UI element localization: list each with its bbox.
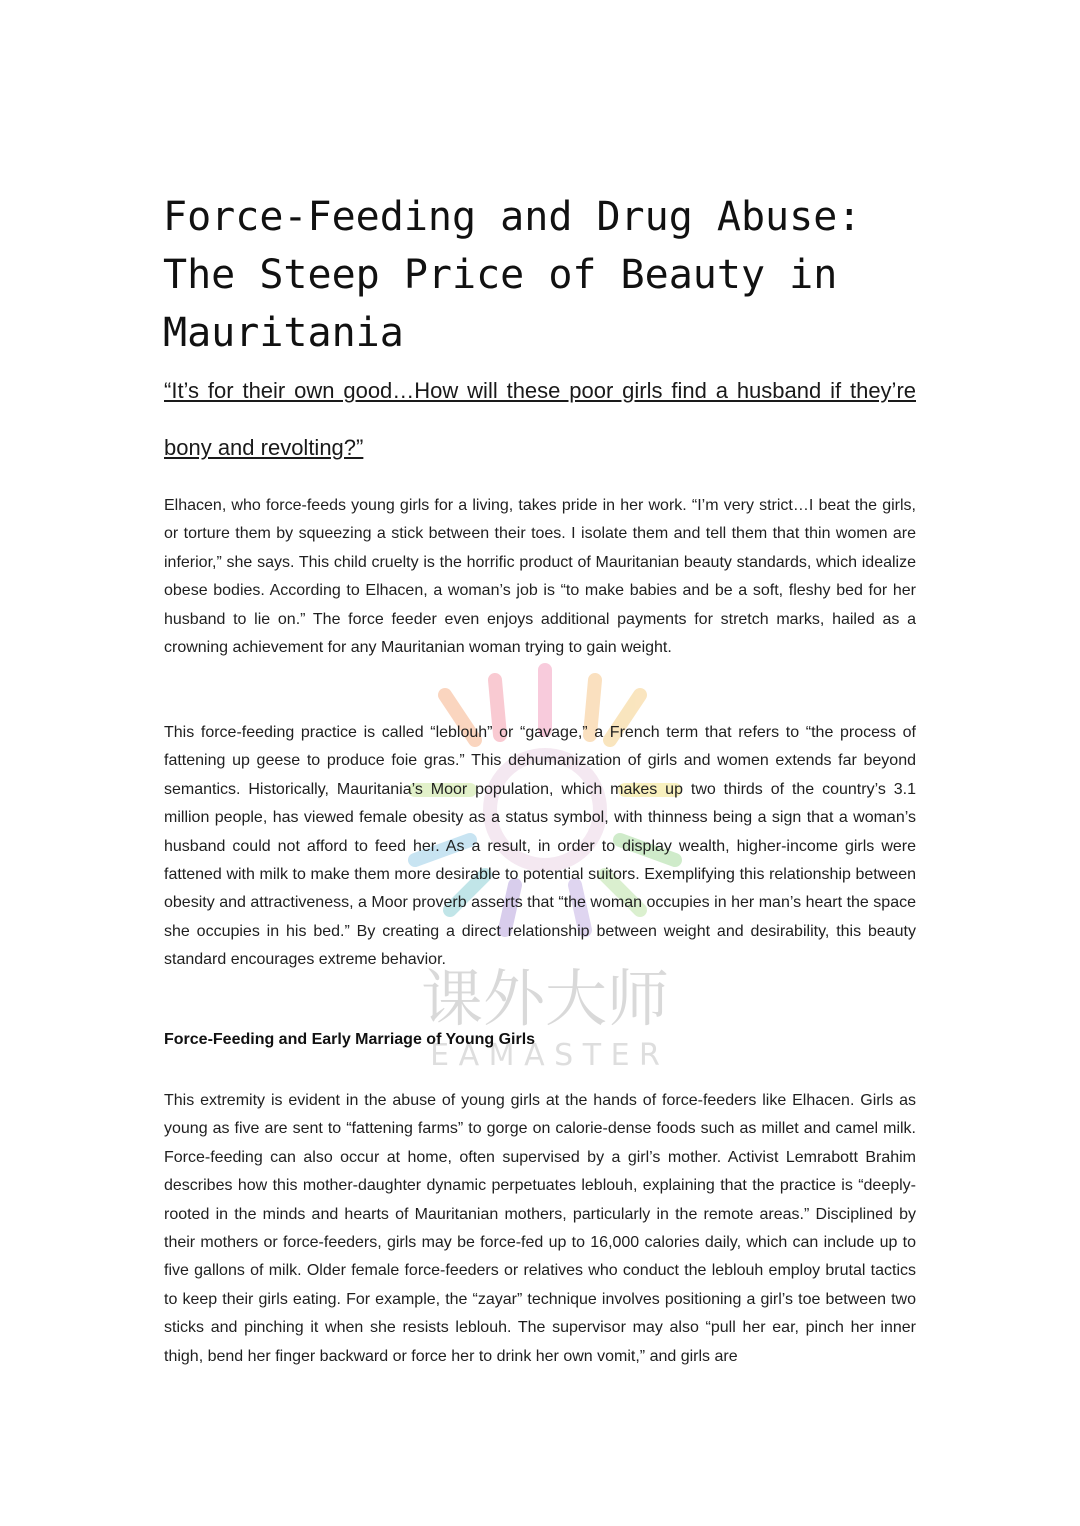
paragraph-1: Elhacen, who force-feeds young girls for a living, takes pride in her work. “I’m very strict…I beat the girls, or torture them by squeezing a stick between their toes. I isolate them and tell them that thin women are inferior,” she says. This child cruelty is the horrific product of Mauritanian beauty standards, which idealize obese bodies. According to Elhacen, a woman’s job is “to make babies and be a soft, fleshy bed for her husband to lie on.” The force feeder even enjoys additional payments for stretch marks, hailed as a crowning achievement for any Mauritanian woman trying to gain weight.: [164, 497, 916, 657]
watermark-chinese-text: 课外大师: [420, 962, 670, 1035]
paragraph-2: This force-feeding practice is called “leblouh” or “gavage,” a French term that refers to “the process of fattening up geese to produce foie gras.” This dehumanization of girls and women extends far beyond semantics. Historically, Mauritania’s Moor population, which makes up two thirds of the country’s 3.1 million people, has viewed female obesity as a status symbol, with thinness being a sign that a woman’s husband could not afford to feed her. As a result, in order to display wealth, higher-income girls were fattened with milk to make them more desirable to potential suitors. Exemplifying this relationship between obesity and attractiveness, a Moor proverb asserts that “the woman occupies in her man’s heart the space she occupies in his bed.” By creating a direct relationship between weight and desirability, this beauty standard encourages extreme behavior.: [164, 724, 916, 969]
pull-quote: “It’s for their own good…How will these poor girls find a husband if they’re bony and revolting?”: [164, 378, 916, 460]
watermark-latin-text: E A M A S T E R: [430, 1038, 660, 1073]
section-heading: Force-Feeding and Early Marriage of Young Girls: [164, 1031, 536, 1048]
article-title: Force-Feeding and Drug Abuse: The Steep Price of Beauty in Mauritania: [163, 194, 862, 356]
paragraph-3: This extremity is evident in the abuse of young girls at the hands of force-feeders like Elhacen. Girls as young as five are sent to “fattening farms” to gorge on calorie-dense foods such as millet and camel milk. Force-feeding can also occur at home, often supervised by a girl’s mother. Activist Lemrabott Brahim describes how this mother-daughter dynamic perpetuates leblouh, explaining that the practice is “deeply-rooted in the minds and hearts of Mauritanian mothers, particularly in the remote areas.” Disciplined by their mothers or force-feeders, girls may be force-fed up to 16,000 calories daily, which can include up to five gallons of milk. Older female force-feeders or relatives who conduct the leblouh employ brutal tactics to keep their girls eating. For example, the “zayar” technique involves positioning a girl’s toe between two sticks and pinching it when she resists leblouh. The supervisor may also “pull her ear, pinch her inner thigh, bend her finger backward or force her to drink her own vomit,” and girls are: [164, 1092, 916, 1365]
